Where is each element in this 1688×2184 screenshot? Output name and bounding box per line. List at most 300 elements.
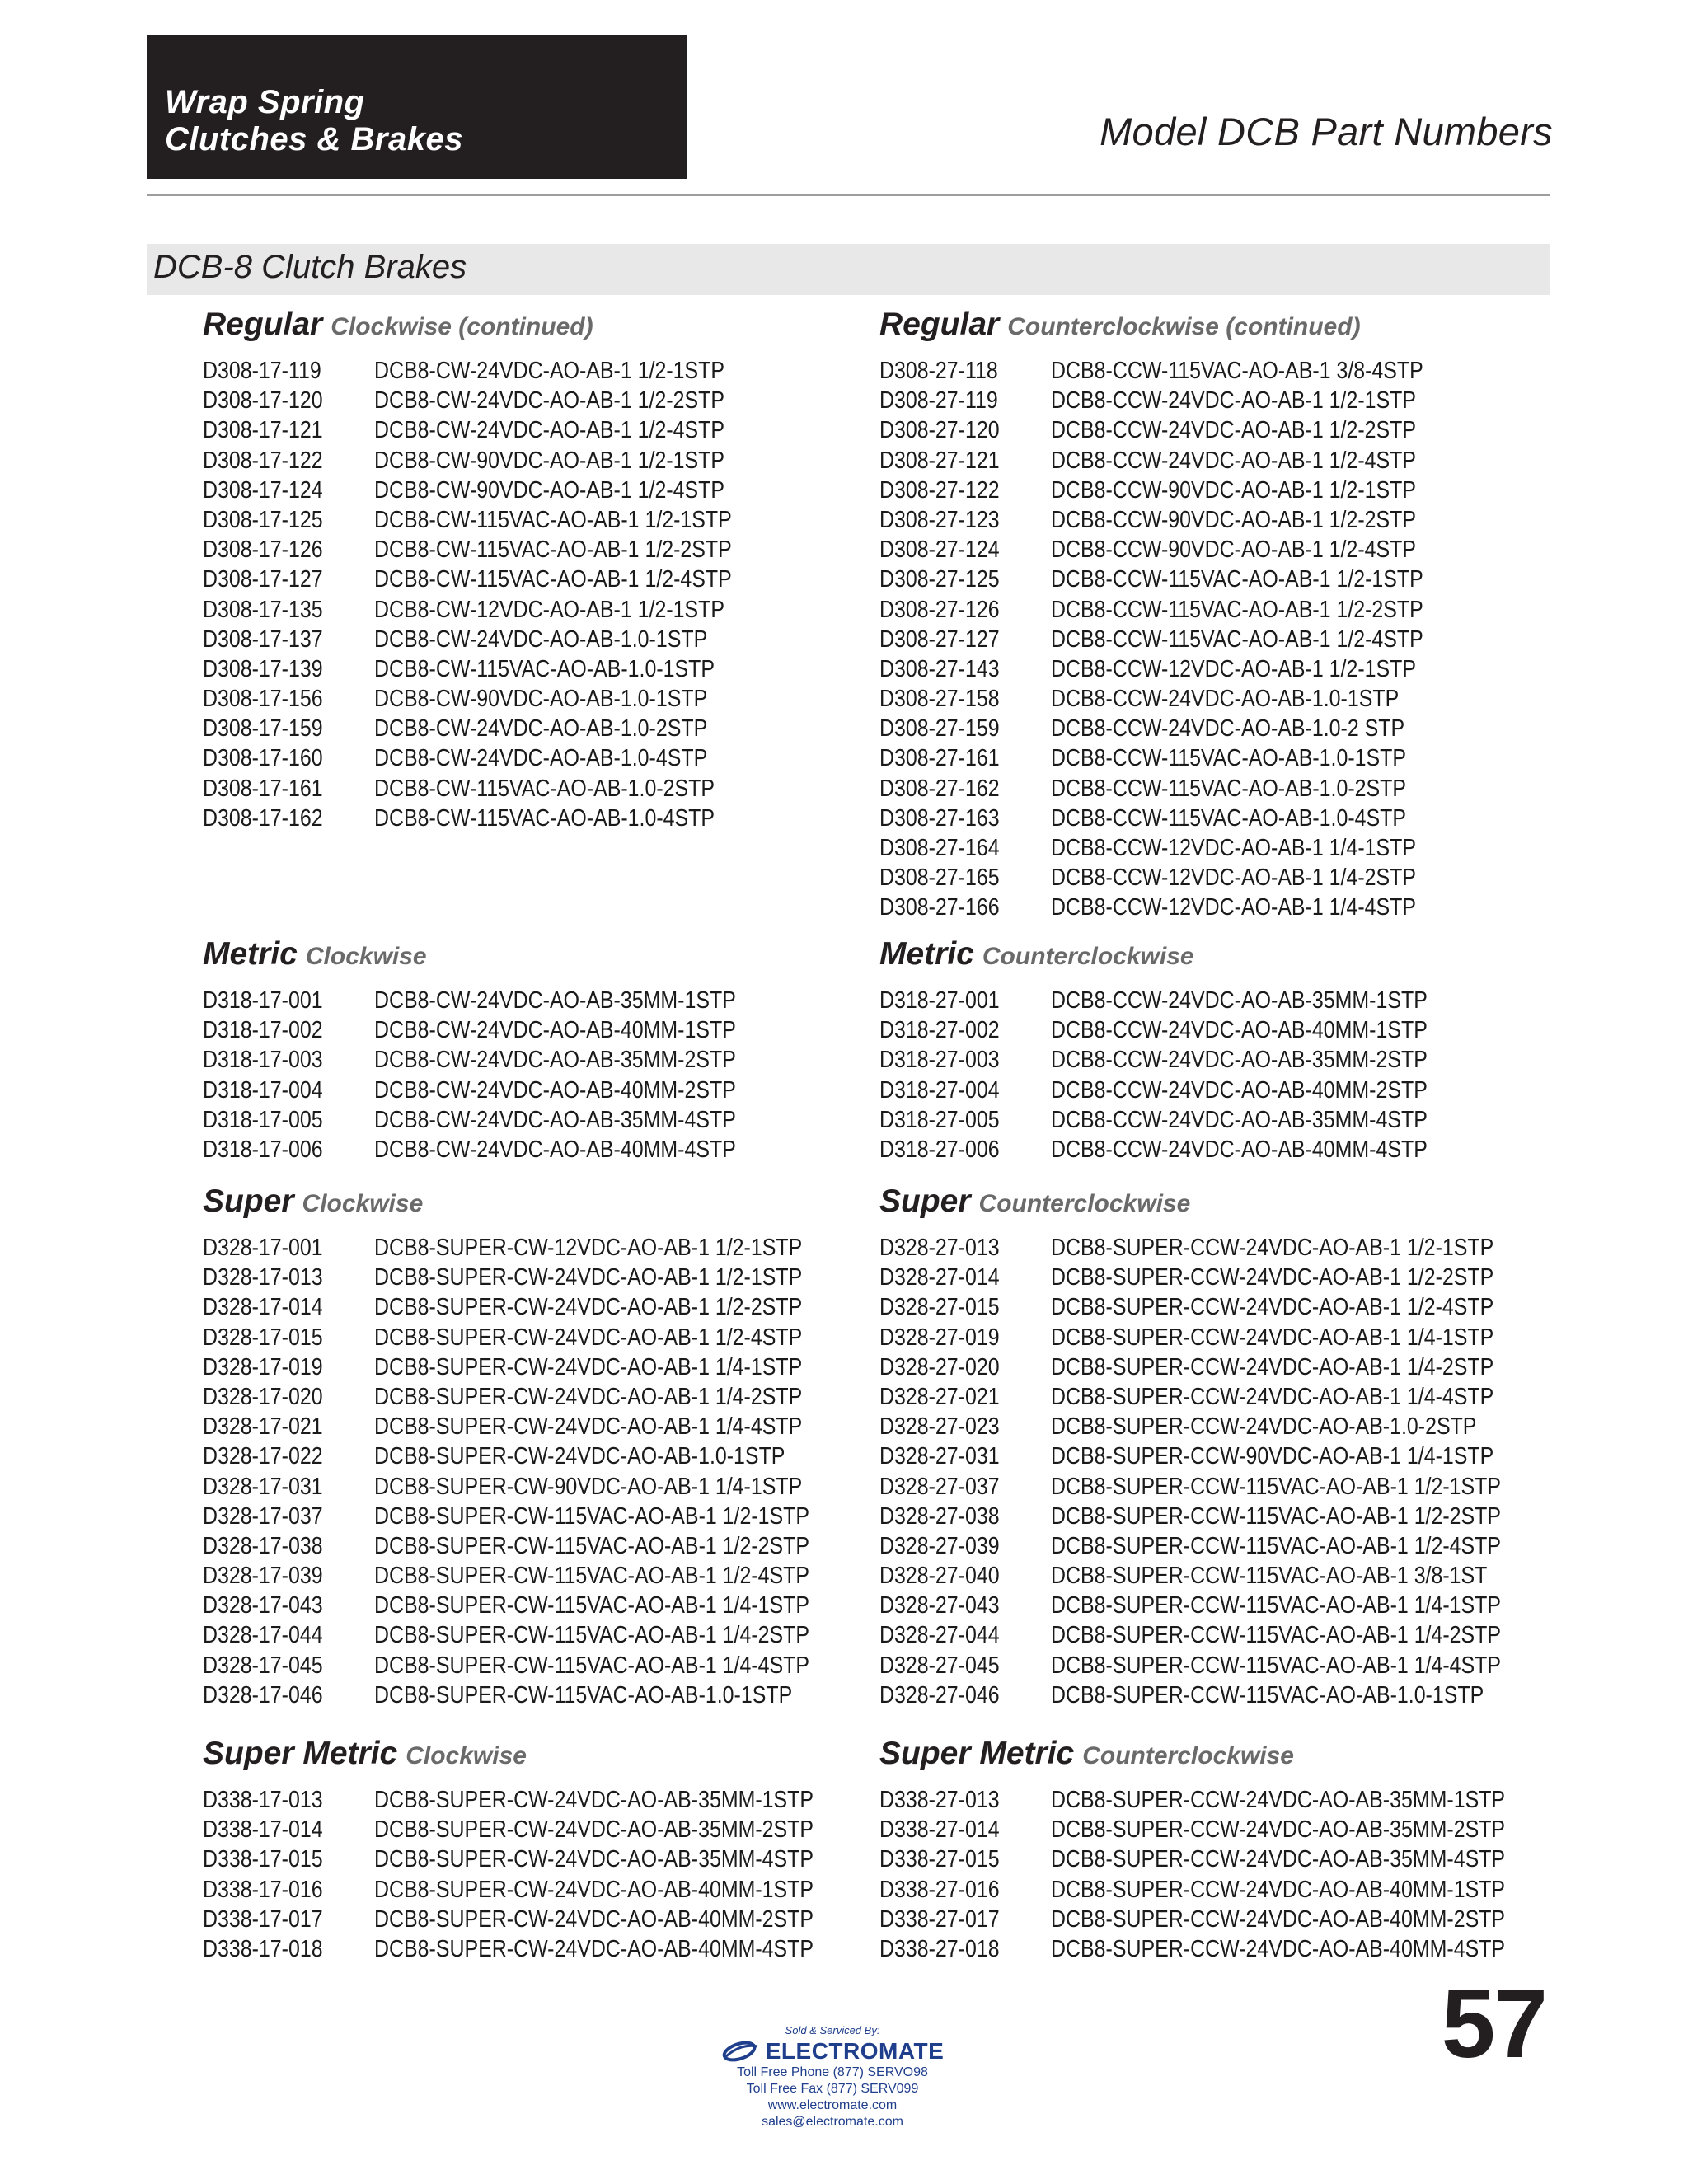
part-number: D308-17-121: [203, 417, 323, 444]
part-number: D308-27-159: [879, 715, 1000, 743]
group-title: Regular: [203, 307, 323, 342]
model-code: DCB8-SUPER-CCW-24VDC-AO-AB-35MM-2STP: [1051, 1816, 1506, 1844]
part-row: [879, 595, 1484, 625]
part-row: [879, 1441, 1574, 1471]
part-number: D328-27-015: [879, 1294, 1000, 1321]
group-title: Super Metric: [879, 1736, 1075, 1771]
part-list: [203, 356, 790, 833]
part-row: [879, 833, 1484, 863]
part-row: [203, 1591, 880, 1620]
model-code: DCB8-SUPER-CW-24VDC-AO-AB-35MM-2STP: [374, 1816, 814, 1844]
part-number: D318-27-004: [879, 1076, 1000, 1104]
model-code: DCB8-CW-24VDC-AO-AB-35MM-4STP: [374, 1106, 736, 1133]
part-row: [879, 1015, 1489, 1045]
model-code: DCB8-CW-90VDC-AO-AB-1 1/2-1STP: [374, 447, 725, 474]
model-code: DCB8-SUPER-CCW-24VDC-AO-AB-35MM-4STP: [1051, 1846, 1506, 1873]
group-subtitle: Counterclockwise: [978, 1190, 1191, 1217]
part-number: D308-17-156: [203, 686, 323, 713]
model-code: DCB8-SUPER-CCW-115VAC-AO-AB-1 1/4-1STP: [1051, 1592, 1502, 1619]
model-code: DCB8-CW-24VDC-AO-AB-35MM-2STP: [374, 1047, 736, 1074]
model-code: DCB8-CCW-24VDC-AO-AB-35MM-4STP: [1051, 1106, 1428, 1133]
electromate-logo: [709, 2038, 956, 2064]
model-code: DCB8-CCW-90VDC-AO-AB-1 1/2-1STP: [1051, 476, 1417, 504]
part-row: [203, 1561, 880, 1591]
part-row: [879, 986, 1489, 1015]
part-number: D318-27-005: [879, 1106, 1000, 1133]
brand-line-1: Wrap Spring: [165, 84, 365, 120]
model-code: DCB8-CW-24VDC-AO-AB-1 1/2-4STP: [374, 417, 725, 444]
part-row: [879, 714, 1484, 743]
model-code: DCB8-SUPER-CCW-24VDC-AO-AB-40MM-1STP: [1051, 1876, 1506, 1903]
model-code: DCB8-CCW-115VAC-AO-AB-1 1/2-2STP: [1051, 596, 1423, 623]
part-row: [879, 1785, 1579, 1815]
part-list: [203, 1233, 880, 1710]
part-row: [879, 1502, 1574, 1531]
part-number: D328-17-044: [203, 1622, 323, 1649]
part-row: [879, 1620, 1574, 1650]
part-number: D338-27-014: [879, 1816, 1000, 1844]
part-number: D328-27-045: [879, 1652, 1000, 1679]
part-number: D328-17-037: [203, 1502, 323, 1530]
part-number: D308-17-162: [203, 804, 323, 832]
model-code: DCB8-SUPER-CW-24VDC-AO-AB-40MM-1STP: [374, 1876, 814, 1903]
part-row: [879, 774, 1484, 804]
part-row: [203, 1045, 795, 1075]
model-code: DCB8-SUPER-CW-115VAC-AO-AB-1 1/2-1STP: [374, 1502, 810, 1530]
part-row: [879, 1412, 1574, 1441]
model-code: DCB8-CW-24VDC-AO-AB-40MM-4STP: [374, 1136, 736, 1163]
group-title: Regular: [879, 307, 1000, 342]
part-row: [879, 565, 1484, 594]
model-code: DCB8-CW-115VAC-AO-AB-1 1/2-2STP: [374, 537, 732, 564]
part-number: D338-17-016: [203, 1876, 323, 1903]
part-number: D308-27-119: [879, 387, 998, 415]
model-code: DCB8-CCW-24VDC-AO-AB-40MM-1STP: [1051, 1017, 1428, 1044]
part-number: D308-27-126: [879, 596, 1000, 623]
model-code: DCB8-SUPER-CW-24VDC-AO-AB-1 1/4-1STP: [374, 1353, 803, 1380]
part-number: D328-17-019: [203, 1353, 323, 1380]
part-number: D328-17-001: [203, 1235, 323, 1261]
part-row: [203, 535, 790, 565]
part-row: [203, 446, 790, 476]
model-code: DCB8-CCW-12VDC-AO-AB-1 1/4-4STP: [1051, 894, 1417, 921]
model-code: DCB8-SUPER-CW-115VAC-AO-AB-1 1/2-4STP: [374, 1563, 810, 1590]
part-list: [203, 986, 795, 1165]
model-code: DCB8-CCW-12VDC-AO-AB-1 1/4-2STP: [1051, 865, 1417, 892]
page-title: Model DCB Part Numbers: [1100, 110, 1553, 153]
part-row: [879, 893, 1484, 922]
part-row: [879, 1076, 1489, 1105]
section-title: DCB-8 Clutch Brakes: [153, 249, 467, 285]
group-title: Metric: [203, 936, 298, 972]
model-code: DCB8-SUPER-CW-115VAC-AO-AB-1.0-1STP: [374, 1681, 793, 1708]
part-row: [879, 1263, 1574, 1292]
part-number: D328-17-043: [203, 1592, 323, 1619]
part-row: [203, 1620, 880, 1650]
part-number: D328-27-046: [879, 1681, 1000, 1708]
model-code: DCB8-CW-90VDC-AO-AB-1.0-1STP: [374, 686, 708, 713]
model-code: DCB8-SUPER-CCW-115VAC-AO-AB-1 3/8-1ST: [1051, 1563, 1488, 1590]
footer-dealer-info: [709, 2024, 956, 2130]
part-row: [879, 505, 1484, 535]
part-number: D328-27-023: [879, 1413, 1000, 1441]
part-number: D328-17-020: [203, 1383, 323, 1410]
model-code: DCB8-CCW-115VAC-AO-AB-1.0-4STP: [1051, 804, 1407, 832]
model-code: DCB8-SUPER-CW-115VAC-AO-AB-1 1/4-2STP: [374, 1622, 810, 1649]
part-number: D328-17-014: [203, 1294, 323, 1321]
model-code: DCB8-CW-90VDC-AO-AB-1 1/2-4STP: [374, 476, 725, 504]
part-row: [879, 1561, 1574, 1591]
group-subtitle: Counterclockwise (continued): [1007, 313, 1361, 340]
part-number: D328-17-021: [203, 1413, 323, 1441]
part-row: [879, 1292, 1574, 1322]
part-row: [879, 1105, 1489, 1135]
model-code: DCB8-CCW-24VDC-AO-AB-40MM-4STP: [1051, 1136, 1428, 1163]
group-subtitle: Clockwise: [406, 1742, 527, 1769]
model-code: DCB8-CCW-115VAC-AO-AB-1.0-2STP: [1051, 775, 1407, 802]
part-row: [203, 1502, 880, 1531]
part-row: [203, 1352, 880, 1382]
part-number: D328-27-021: [879, 1383, 1000, 1410]
part-row: [203, 1412, 880, 1441]
part-row: [203, 1934, 885, 1964]
part-number: D328-27-039: [879, 1532, 1000, 1559]
model-code: DCB8-SUPER-CW-12VDC-AO-AB-1 1/2-1STP: [374, 1235, 803, 1261]
model-code: DCB8-SUPER-CW-115VAC-AO-AB-1 1/4-1STP: [374, 1592, 810, 1619]
part-number: D308-17-137: [203, 626, 323, 653]
part-number: D328-27-020: [879, 1353, 1000, 1380]
part-number: D328-27-040: [879, 1563, 1000, 1590]
part-row: [203, 1844, 885, 1874]
section-band: [147, 244, 1550, 295]
model-code: DCB8-CCW-24VDC-AO-AB-1 1/2-1STP: [1051, 387, 1417, 415]
model-code: DCB8-CW-24VDC-AO-AB-1 1/2-1STP: [374, 358, 725, 384]
part-number: D328-17-038: [203, 1532, 323, 1559]
model-code: DCB8-CCW-90VDC-AO-AB-1 1/2-4STP: [1051, 537, 1417, 564]
part-row: [203, 1263, 880, 1292]
group-super-metric-counterclockwise: [879, 1736, 1579, 1964]
part-number: D308-27-125: [879, 566, 1000, 593]
model-code: DCB8-SUPER-CW-24VDC-AO-AB-40MM-4STP: [374, 1935, 814, 1962]
part-row: [879, 386, 1484, 415]
part-row: [203, 1076, 795, 1105]
email-link[interactable]: sales@electromate.com: [762, 2115, 903, 2129]
part-number: D308-27-121: [879, 447, 1000, 474]
part-number: D338-27-016: [879, 1876, 1000, 1903]
part-row: [879, 356, 1484, 386]
part-number: D318-17-003: [203, 1047, 323, 1074]
part-row: [203, 1905, 885, 1934]
model-code: DCB8-SUPER-CCW-24VDC-AO-AB-35MM-1STP: [1051, 1787, 1506, 1813]
part-row: [879, 476, 1484, 505]
part-row: [203, 1382, 880, 1412]
part-row: [203, 1875, 885, 1905]
part-number: D338-17-017: [203, 1905, 323, 1933]
model-code: DCB8-SUPER-CCW-24VDC-AO-AB-40MM-4STP: [1051, 1935, 1506, 1962]
part-row: [203, 1680, 880, 1710]
part-number: D338-27-018: [879, 1935, 1000, 1962]
part-row: [203, 1015, 795, 1045]
group-regular-clockwise: [203, 307, 790, 833]
model-code: DCB8-SUPER-CCW-24VDC-AO-AB-1 1/4-4STP: [1051, 1383, 1494, 1410]
part-number: D338-27-017: [879, 1905, 1000, 1933]
part-number: D328-27-031: [879, 1443, 1000, 1470]
page-number: 57: [1441, 1970, 1546, 2079]
part-row: [203, 1105, 795, 1135]
model-code: DCB8-SUPER-CW-115VAC-AO-AB-1 1/2-2STP: [374, 1532, 810, 1559]
group-title: Metric: [879, 936, 974, 972]
part-row: [879, 1815, 1579, 1844]
model-code: DCB8-SUPER-CW-24VDC-AO-AB-1 1/4-2STP: [374, 1383, 803, 1410]
model-code: DCB8-SUPER-CW-115VAC-AO-AB-1 1/4-4STP: [374, 1652, 810, 1679]
part-number: D308-27-163: [879, 804, 1000, 832]
part-number: D338-17-018: [203, 1935, 323, 1962]
part-row: [203, 1323, 880, 1352]
part-row: [203, 625, 790, 654]
part-number: D308-27-118: [879, 358, 998, 384]
model-code: DCB8-CW-12VDC-AO-AB-1 1/2-1STP: [374, 596, 725, 623]
part-number: D308-17-161: [203, 775, 323, 802]
part-number: D308-17-139: [203, 655, 323, 682]
part-number: D328-27-038: [879, 1502, 1000, 1530]
part-list: [879, 986, 1489, 1165]
part-list: [879, 1785, 1579, 1964]
model-code: DCB8-CCW-115VAC-AO-AB-1.0-1STP: [1051, 745, 1407, 772]
part-number: D308-27-120: [879, 417, 1000, 444]
part-number: D328-27-014: [879, 1264, 1000, 1291]
part-row: [879, 535, 1484, 565]
brand-line-2: Clutches & Brakes: [165, 121, 463, 157]
part-row: [879, 1591, 1574, 1620]
model-code: DCB8-CCW-12VDC-AO-AB-1 1/2-1STP: [1051, 655, 1417, 682]
part-number: D308-27-164: [879, 835, 1000, 861]
part-row: [879, 743, 1484, 773]
part-row: [203, 1531, 880, 1561]
part-row: [879, 1045, 1489, 1075]
part-row: [879, 625, 1484, 654]
model-code: DCB8-SUPER-CW-24VDC-AO-AB-1.0-1STP: [374, 1443, 785, 1470]
model-code: DCB8-CCW-24VDC-AO-AB-1 1/2-4STP: [1051, 447, 1417, 474]
group-title: Super: [203, 1183, 294, 1219]
group-super-metric-clockwise: [203, 1736, 885, 1964]
model-code: DCB8-CCW-115VAC-AO-AB-1 1/2-1STP: [1051, 566, 1423, 593]
model-code: DCB8-CCW-115VAC-AO-AB-1 3/8-4STP: [1051, 358, 1423, 384]
part-number: D338-17-015: [203, 1846, 323, 1873]
part-number: D308-27-123: [879, 506, 1000, 533]
part-number: D318-27-001: [879, 987, 1000, 1014]
model-code: DCB8-CW-115VAC-AO-AB-1 1/2-4STP: [374, 566, 732, 593]
part-number: D308-17-125: [203, 506, 323, 533]
model-code: DCB8-SUPER-CCW-115VAC-AO-AB-1 1/2-2STP: [1051, 1502, 1502, 1530]
part-number: D308-17-126: [203, 537, 323, 564]
model-code: DCB8-SUPER-CW-24VDC-AO-AB-1 1/2-4STP: [374, 1324, 803, 1351]
model-code: DCB8-CCW-90VDC-AO-AB-1 1/2-2STP: [1051, 506, 1417, 533]
model-code: DCB8-SUPER-CCW-24VDC-AO-AB-1 1/2-1STP: [1051, 1235, 1494, 1261]
part-row: [879, 863, 1484, 893]
part-number: D338-17-013: [203, 1787, 323, 1813]
part-row: [203, 986, 795, 1015]
model-code: DCB8-CCW-24VDC-AO-AB-1.0-1STP: [1051, 686, 1400, 713]
fax-text: Toll Free Fax (877) SERV099: [746, 2082, 919, 2096]
part-row: [203, 505, 790, 535]
model-code: DCB8-CW-115VAC-AO-AB-1.0-2STP: [374, 775, 715, 802]
website-link[interactable]: www.electromate.com: [767, 2098, 898, 2112]
part-row: [879, 1352, 1574, 1382]
part-number: D308-27-162: [879, 775, 1000, 802]
model-code: DCB8-CCW-24VDC-AO-AB-35MM-2STP: [1051, 1047, 1428, 1074]
part-row: [203, 1472, 880, 1502]
part-row: [879, 1875, 1579, 1905]
part-row: [203, 1292, 880, 1322]
part-row: [203, 1785, 885, 1815]
part-number: D308-17-159: [203, 715, 323, 743]
part-row: [879, 1905, 1579, 1934]
part-row: [203, 1815, 885, 1844]
model-code: DCB8-CCW-24VDC-AO-AB-35MM-1STP: [1051, 987, 1428, 1014]
model-code: DCB8-SUPER-CW-24VDC-AO-AB-1 1/2-1STP: [374, 1264, 803, 1291]
model-code: DCB8-CW-24VDC-AO-AB-40MM-1STP: [374, 1017, 736, 1044]
part-list: [879, 1233, 1574, 1710]
model-code: DCB8-SUPER-CW-24VDC-AO-AB-40MM-2STP: [374, 1905, 814, 1933]
part-row: [879, 1323, 1574, 1352]
part-row: [879, 1135, 1489, 1165]
part-number: D338-17-014: [203, 1816, 323, 1844]
part-number: D318-17-005: [203, 1106, 323, 1133]
part-row: [879, 1472, 1574, 1502]
part-row: [203, 415, 790, 445]
part-number: D318-27-006: [879, 1136, 1000, 1163]
model-code: DCB8-SUPER-CW-24VDC-AO-AB-1 1/2-2STP: [374, 1294, 803, 1321]
part-row: [203, 743, 790, 773]
electromate-swoosh-icon: [721, 2040, 761, 2063]
part-number: D308-17-122: [203, 447, 323, 474]
model-code: DCB8-CW-24VDC-AO-AB-35MM-1STP: [374, 987, 736, 1014]
group-regular-counterclockwise: [879, 307, 1484, 923]
part-number: D308-17-160: [203, 745, 323, 772]
part-row: [203, 1441, 880, 1471]
part-number: D318-17-001: [203, 987, 323, 1014]
part-row: [203, 595, 790, 625]
model-code: DCB8-SUPER-CCW-115VAC-AO-AB-1 1/2-4STP: [1051, 1532, 1502, 1559]
part-number: D308-27-166: [879, 894, 1000, 921]
group-title: Super Metric: [203, 1736, 398, 1771]
part-row: [879, 1531, 1574, 1561]
part-row: [203, 1233, 880, 1263]
part-number: D308-27-158: [879, 686, 1000, 713]
model-code: DCB8-CCW-12VDC-AO-AB-1 1/4-1STP: [1051, 835, 1417, 861]
part-number: D308-27-165: [879, 865, 1000, 892]
part-list: [879, 356, 1484, 923]
part-row: [879, 804, 1484, 833]
model-code: DCB8-CCW-24VDC-AO-AB-1 1/2-2STP: [1051, 417, 1417, 444]
model-code: DCB8-SUPER-CCW-24VDC-AO-AB-1 1/4-2STP: [1051, 1353, 1494, 1380]
part-row: [203, 804, 790, 833]
phone-text: Toll Free Phone (877) SERVO98: [737, 2065, 928, 2079]
part-list: [203, 1785, 885, 1964]
part-number: D328-27-044: [879, 1622, 1000, 1649]
part-row: [879, 1844, 1579, 1874]
model-code: DCB8-SUPER-CCW-24VDC-AO-AB-1 1/2-4STP: [1051, 1294, 1494, 1321]
part-row: [879, 1651, 1574, 1680]
part-number: D308-17-119: [203, 358, 321, 384]
model-code: DCB8-SUPER-CW-24VDC-AO-AB-1 1/4-4STP: [374, 1413, 803, 1441]
part-row: [879, 1233, 1574, 1263]
part-row: [203, 684, 790, 714]
part-number: D328-27-037: [879, 1473, 1000, 1500]
part-row: [879, 684, 1484, 714]
part-row: [879, 446, 1484, 476]
part-number: D328-27-013: [879, 1235, 1000, 1261]
part-number: D328-17-015: [203, 1324, 323, 1351]
part-row: [203, 654, 790, 684]
model-code: DCB8-CW-24VDC-AO-AB-1.0-2STP: [374, 715, 708, 743]
part-row: [879, 654, 1484, 684]
part-number: D328-17-039: [203, 1563, 323, 1590]
group-super-counterclockwise: [879, 1183, 1574, 1710]
part-number: D328-17-022: [203, 1443, 323, 1470]
model-code: DCB8-SUPER-CCW-115VAC-AO-AB-1.0-1STP: [1051, 1681, 1484, 1708]
part-number: D308-17-124: [203, 476, 323, 504]
group-subtitle: Clockwise: [305, 943, 427, 970]
part-row: [879, 415, 1484, 445]
group-metric-clockwise: [203, 936, 795, 1165]
model-code: DCB8-SUPER-CW-24VDC-AO-AB-35MM-1STP: [374, 1787, 814, 1813]
model-code: DCB8-CW-24VDC-AO-AB-1 1/2-2STP: [374, 387, 725, 415]
part-row: [203, 565, 790, 594]
part-number: D308-27-127: [879, 626, 1000, 653]
group-subtitle: Clockwise (continued): [331, 313, 593, 340]
header-divider: [147, 194, 1550, 196]
model-code: DCB8-CW-115VAC-AO-AB-1.0-1STP: [374, 655, 715, 682]
model-code: DCB8-CCW-115VAC-AO-AB-1 1/2-4STP: [1051, 626, 1423, 653]
model-code: DCB8-SUPER-CCW-24VDC-AO-AB-1.0-2STP: [1051, 1413, 1477, 1441]
part-row: [203, 476, 790, 505]
model-code: DCB8-CW-115VAC-AO-AB-1.0-4STP: [374, 804, 715, 832]
part-number: D328-17-013: [203, 1264, 323, 1291]
part-row: [203, 1135, 795, 1165]
part-row: [203, 386, 790, 415]
part-number: D308-17-120: [203, 387, 323, 415]
part-number: D328-27-043: [879, 1592, 1000, 1619]
group-title: Super: [879, 1183, 971, 1219]
part-row: [203, 714, 790, 743]
part-number: D308-17-127: [203, 566, 323, 593]
group-subtitle: Counterclockwise: [1082, 1742, 1294, 1769]
model-code: DCB8-CW-24VDC-AO-AB-40MM-2STP: [374, 1076, 736, 1104]
sold-by-label: Sold & Serviced By:: [785, 2024, 880, 2036]
model-code: DCB8-CCW-24VDC-AO-AB-40MM-2STP: [1051, 1076, 1428, 1104]
part-row: [879, 1382, 1574, 1412]
part-number: D308-27-122: [879, 476, 1000, 504]
model-code: DCB8-SUPER-CW-24VDC-AO-AB-35MM-4STP: [374, 1846, 814, 1873]
group-subtitle: Clockwise: [302, 1190, 424, 1217]
part-number: D318-17-002: [203, 1017, 323, 1044]
part-number: D338-27-013: [879, 1787, 1000, 1813]
group-metric-counterclockwise: [879, 936, 1489, 1165]
part-number: D318-27-003: [879, 1047, 1000, 1074]
part-number: D318-17-006: [203, 1136, 323, 1163]
part-number: D318-17-004: [203, 1076, 323, 1104]
model-code: DCB8-SUPER-CCW-115VAC-AO-AB-1 1/2-1STP: [1051, 1473, 1502, 1500]
model-code: DCB8-SUPER-CCW-24VDC-AO-AB-1 1/2-2STP: [1051, 1264, 1494, 1291]
part-number: D328-27-019: [879, 1324, 1000, 1351]
part-row: [879, 1934, 1579, 1964]
part-number: D328-17-031: [203, 1473, 323, 1500]
brand-header-box: [147, 35, 687, 179]
model-code: DCB8-SUPER-CCW-90VDC-AO-AB-1 1/4-1STP: [1051, 1443, 1494, 1470]
model-code: DCB8-SUPER-CCW-115VAC-AO-AB-1 1/4-2STP: [1051, 1622, 1502, 1649]
model-code: DCB8-SUPER-CCW-24VDC-AO-AB-1 1/4-1STP: [1051, 1324, 1494, 1351]
